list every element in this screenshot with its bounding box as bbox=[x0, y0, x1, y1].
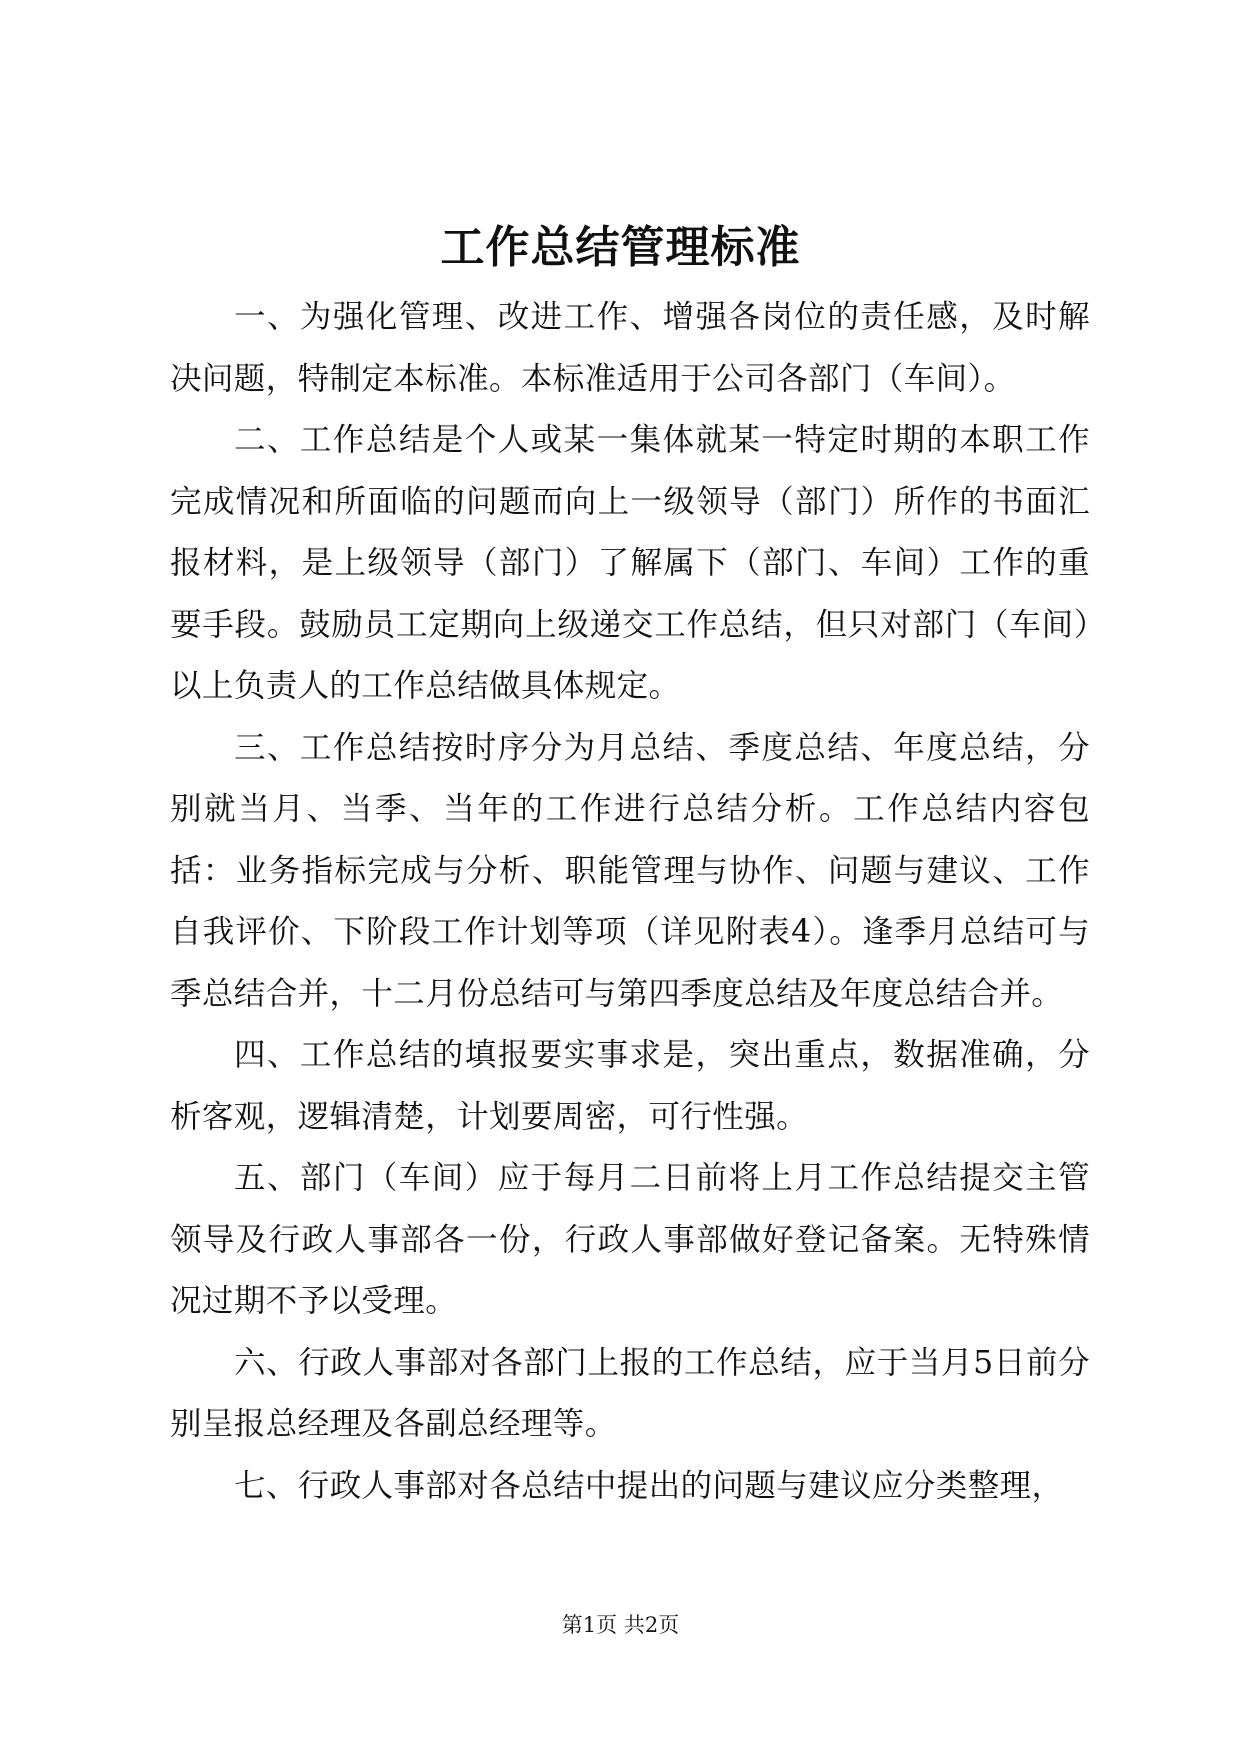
paragraph-1: 一、为强化管理、改进工作、增强各岗位的责任感，及时解决问题，特制定本标准。本标准适用于公司各部门（车间）。 bbox=[170, 299, 1090, 397]
paragraph-5: 五、部门（车间）应于每月二日前将上月工作总结提交主管领导及行政人事部各一份，行政人事部做好登记备案。无特殊情况过期不予以受理。 bbox=[170, 1160, 1090, 1319]
paragraph-4: 四、工作总结的填报要实事求是，突出重点，数据准确，分析客观，逻辑清楚，计划要周密，可行性强。 bbox=[170, 1037, 1090, 1135]
document-title: 工作总结管理标准 bbox=[440, 222, 801, 273]
paragraph-2: 二、工作总结是个人或某一集体就某一特定时期的本职工作完成情况和所面临的问题而向上一级领导（部门）所作的书面汇报材料，是上级领导（部门）了解属下（部门、车间）工作的重要手段。鼓励员工定期向上级递交工作总结，但只对部门（车间）以上负责人的工作总结做具体规定。 bbox=[170, 422, 1090, 704]
paragraph-3: 三、工作总结按时序分为月总结、季度总结、年度总结，分别就当月、当季、当年的工作进行总结分析。工作总结内容包括：业务指标完成与分析、职能管理与协作、问题与建议、工作自我评价、下阶段工作计划等项（详见附表4）。逢季月总结可与季总结合并，十二月份总结可与第四季度总结及年度总结合并。 bbox=[170, 729, 1090, 1012]
page-number-footer: 第1页 共2页 bbox=[561, 1613, 680, 1637]
document-body bbox=[170, 287, 1090, 1517]
paragraph-7: 七、行政人事部对各总结中提出的问题与建议应分类整理， bbox=[234, 1467, 1064, 1504]
paragraph-6: 六、行政人事部对各部门上报的工作总结，应于当月5日前分别呈报总经理及各副总经理等。 bbox=[170, 1344, 1090, 1442]
